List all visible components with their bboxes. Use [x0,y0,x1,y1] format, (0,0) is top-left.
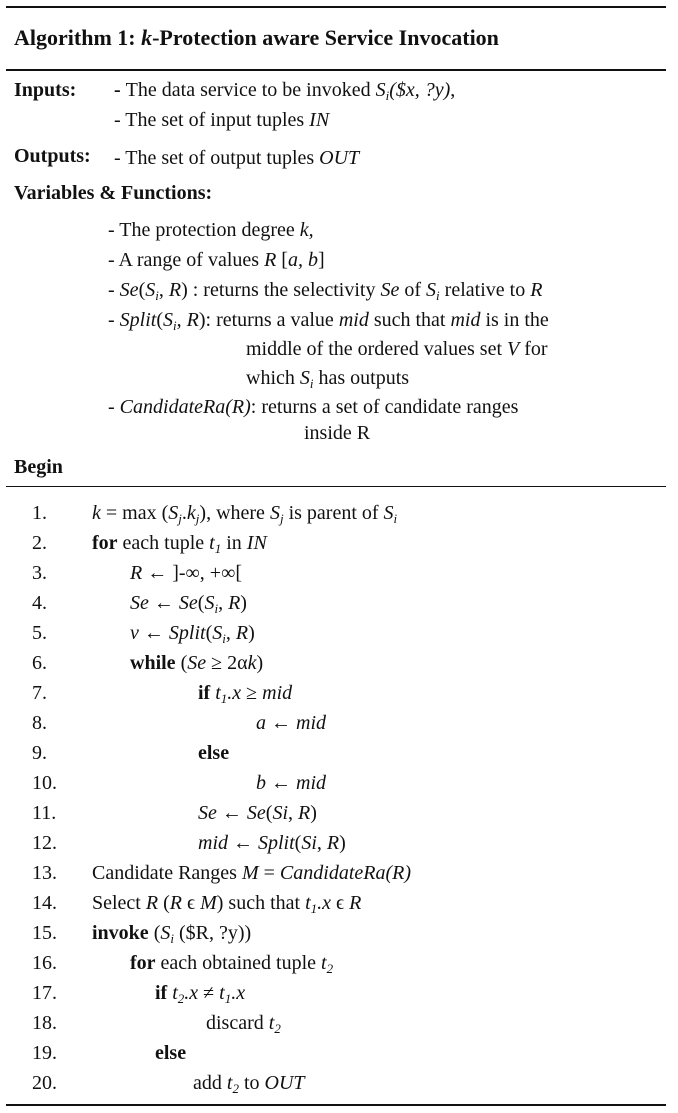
code-line-11: Se ← Se(Si, R) [198,802,317,824]
line-number: 6. [32,652,47,674]
outputs-label: Outputs: [14,145,91,167]
var-k-line: - The protection degree k, [108,219,314,241]
code-line-9: else [198,742,230,764]
line-number: 19. [32,1042,57,1064]
line-number: 12. [32,832,57,854]
line-number: 3. [32,562,47,584]
line-number: 11. [32,802,57,824]
code-line-18: discard $t_2$ [206,1012,281,1036]
line-number: 20. [32,1072,57,1094]
line-number: 18. [32,1012,57,1034]
algorithm-title: Algorithm 1: k-Protection aware Service Invocation [14,25,499,50]
begin-rule [6,486,666,487]
line-number: 2. [32,532,47,554]
code-line-3: R ← ]-∞, +∞[ [130,562,242,584]
line-number: 1. [32,502,47,524]
top-rule [6,6,666,8]
outputs-line-1: - The set of output tuples OUT [114,147,360,169]
code-line-6: while (Se ≥ 2αk) [130,652,264,674]
line-number: 15. [32,922,57,944]
variables-functions-label: Variables & Functions: [14,182,213,204]
fn-split-line-2: middle of the ordered values set V for [246,338,548,360]
line-number: 8. [32,712,47,734]
line-number: 4. [32,592,47,614]
fn-split-line-3: which $S_i$ has outputs [246,367,410,391]
code-line-2: for each tuple $t_1$ in IN [92,532,267,556]
inputs-label: Inputs: [14,79,77,101]
code-line-19: else [155,1042,187,1064]
line-number: 17. [32,982,57,1004]
code-line-5: v ← $Split(S_i$, R) [130,622,255,646]
inputs-line-1: - The data service to be invoked $S_i(\$x$, ?y), [114,79,456,103]
line-number: 5. [32,622,47,644]
title-rule [6,69,666,71]
inputs-line-2: - The set of input tuples IN [114,109,330,131]
line-number: 7. [32,682,47,704]
line-number: 13. [32,862,57,884]
var-range-line: - A range of values R [a, b] [108,249,325,271]
code-line-8: a ← mid [256,712,326,734]
code-line-16: for each obtained tuple $t_2$ [130,952,334,976]
code-line-17: if $t_2.x \ne t_1.x$ [155,982,246,1006]
line-number: 9. [32,742,47,764]
fn-split-line: - $Split(S_i$, R): returns a value mid such that mid is in the [108,309,549,333]
fn-candidate-line-2: inside R [304,422,371,444]
line-number: 16. [32,952,57,974]
begin-label: Begin [14,456,63,478]
code-line-15: invoke ($S_i$ ($R, ?y)) [92,922,252,946]
fn-candidate-line: - CandidateRa(R): returns a set of candidate ranges [108,396,519,418]
code-line-14: Select R (R ϵ M) such that $t_1.x$ ϵ R [92,892,362,916]
code-line-7: if $t_1.x$ ≥ mid [198,682,293,706]
bottom-rule [6,1104,666,1106]
code-line-20: add $t_2$ to OUT [193,1072,305,1096]
code-line-4: Se ← $Se(S_i$, R) [130,592,247,616]
fn-se-line: - $Se(S_i$, R) : returns the selectivity Se of $S_i$ relative to R [108,279,543,303]
code-line-1: $k = \max (S_j.k_j)$, where $S_j$ is parent of $S_i$ [92,502,398,526]
code-line-13: Candidate Ranges M = CandidateRa(R) [92,862,412,884]
line-number: 10. [32,772,57,794]
line-number: 14. [32,892,57,914]
code-line-10: b ← mid [256,772,326,794]
code-line-12: mid ← Split(Si, R) [198,832,346,854]
